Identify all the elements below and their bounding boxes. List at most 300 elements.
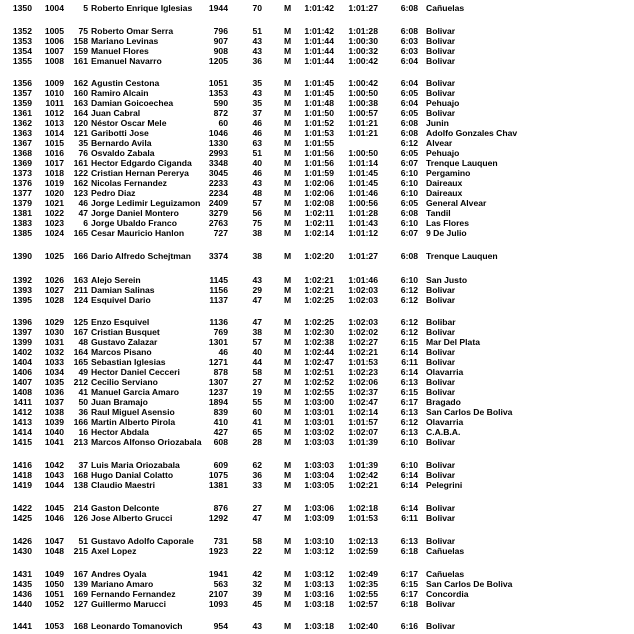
result-row <box>0 252 634 262</box>
gun-time: 1:02:06 <box>304 178 334 188</box>
gun-time: 1:03:00 <box>304 397 334 407</box>
bib: 1043 <box>44 470 64 480</box>
category-place: 165 <box>73 357 88 367</box>
bib: 1012 <box>44 108 64 118</box>
city: Daireaux <box>426 178 463 188</box>
category-place: 161 <box>73 56 88 66</box>
sex: M <box>284 118 292 128</box>
pace: 6:10 <box>400 275 418 285</box>
bib: 1040 <box>44 427 64 437</box>
category-place: 212 <box>73 377 88 387</box>
sex: M <box>284 427 292 437</box>
net-time: 1:01:43 <box>348 218 378 228</box>
gun-time: 1:01:48 <box>304 98 334 108</box>
result-row <box>0 229 634 239</box>
category-place: 76 <box>78 148 88 158</box>
net-time: 1:01:39 <box>348 437 378 447</box>
category-place: 214 <box>73 503 88 513</box>
age: 38 <box>252 251 262 261</box>
gun-time: 1:01:45 <box>304 88 334 98</box>
net-time: 1:00:42 <box>348 78 378 88</box>
net-time: 1:01:45 <box>348 178 378 188</box>
sex: M <box>284 397 292 407</box>
runner-name: Cristian Busquet <box>91 327 160 337</box>
age: 62 <box>252 460 262 470</box>
bib: 1044 <box>44 480 64 490</box>
gun-time: 1:03:12 <box>304 569 334 579</box>
pace: 6:13 <box>400 407 418 417</box>
net-time: 1:00:42 <box>348 56 378 66</box>
category-place: 160 <box>73 88 88 98</box>
place: 1430 <box>12 546 32 556</box>
result-row <box>0 514 634 524</box>
place: 1419 <box>12 480 32 490</box>
runner-number: 1301 <box>208 337 228 347</box>
city: Bolivar <box>426 599 456 609</box>
bib: 1051 <box>44 589 64 599</box>
age: 29 <box>252 285 262 295</box>
category-place: 161 <box>73 158 88 168</box>
runner-number: 1271 <box>208 357 228 367</box>
runner-name: Roberto Omar Serra <box>91 26 174 36</box>
gun-time: 1:03:18 <box>304 621 334 631</box>
net-time: 1:02:02 <box>348 327 378 337</box>
age: 51 <box>252 148 262 158</box>
place: 1377 <box>12 188 32 198</box>
bib: 1024 <box>44 228 64 238</box>
age: 63 <box>252 138 262 148</box>
net-time: 1:00:38 <box>348 98 378 108</box>
pace: 6:10 <box>400 218 418 228</box>
sex: M <box>284 536 292 546</box>
category-place: 169 <box>73 589 88 599</box>
sex: M <box>284 295 292 305</box>
sex: M <box>284 327 292 337</box>
bib: 1007 <box>44 46 64 56</box>
city: San Carlos De Boliva <box>426 579 513 589</box>
runner-number: 608 <box>213 437 228 447</box>
sex: M <box>284 3 292 13</box>
bib: 1039 <box>44 417 64 427</box>
place: 1416 <box>12 460 32 470</box>
net-time: 1:00:50 <box>348 88 378 98</box>
gun-time: 1:01:44 <box>304 46 334 56</box>
runner-number: 590 <box>213 98 228 108</box>
place: 1355 <box>12 56 32 66</box>
sex: M <box>284 437 292 447</box>
sex: M <box>284 317 292 327</box>
gun-time: 1:03:12 <box>304 546 334 556</box>
runner-name: Jorge Ubaldo Franco <box>91 218 177 228</box>
bib: 1015 <box>44 138 64 148</box>
gun-time: 1:03:10 <box>304 536 334 546</box>
pace: 6:12 <box>400 285 418 295</box>
category-place: 164 <box>73 347 88 357</box>
sex: M <box>284 148 292 158</box>
category-place: 165 <box>73 228 88 238</box>
gun-time: 1:01:56 <box>304 148 334 158</box>
runner-number: 1307 <box>208 377 228 387</box>
pace: 6:08 <box>400 118 418 128</box>
city: Cañuelas <box>426 546 465 556</box>
runner-name: Martin Alberto Pirola <box>91 417 176 427</box>
net-time: 1:01:27 <box>348 251 378 261</box>
bib: 1041 <box>44 437 64 447</box>
runner-number: 1075 <box>208 470 228 480</box>
age: 43 <box>252 88 262 98</box>
runner-number: 3279 <box>208 208 228 218</box>
runner-name: Fernando Fernandez <box>91 589 176 599</box>
category-place: 162 <box>73 178 88 188</box>
pace: 6:04 <box>400 78 418 88</box>
pace: 6:15 <box>400 337 418 347</box>
sex: M <box>284 546 292 556</box>
sex: M <box>284 78 292 88</box>
place: 1404 <box>12 357 32 367</box>
net-time: 1:01:53 <box>348 357 378 367</box>
category-place: 47 <box>78 208 88 218</box>
bib: 1006 <box>44 36 64 46</box>
city: Bolivar <box>426 46 456 56</box>
runner-name: Hector Edgardo Ciganda <box>91 158 192 168</box>
category-place: 166 <box>73 251 88 261</box>
pace: 6:04 <box>400 98 418 108</box>
pace: 6:14 <box>400 347 418 357</box>
net-time: 1:02:21 <box>348 480 378 490</box>
place: 1414 <box>12 427 32 437</box>
sex: M <box>284 599 292 609</box>
gun-time: 1:01:50 <box>304 108 334 118</box>
pace: 6:14 <box>400 367 418 377</box>
pace: 6:10 <box>400 437 418 447</box>
runner-name: Damian Salinas <box>91 285 155 295</box>
pace: 6:03 <box>400 46 418 56</box>
pace: 6:07 <box>400 158 418 168</box>
category-place: 41 <box>78 387 88 397</box>
runner-name: Jose Alberto Grucci <box>91 513 173 523</box>
runner-name: Gustavo Zalazar <box>91 337 158 347</box>
gun-time: 1:01:52 <box>304 118 334 128</box>
gun-time: 1:03:16 <box>304 589 334 599</box>
place: 1368 <box>12 148 32 158</box>
place: 1381 <box>12 208 32 218</box>
city: Bolivar <box>426 56 456 66</box>
place: 1407 <box>12 377 32 387</box>
gun-time: 1:02:38 <box>304 337 334 347</box>
city: Cañuelas <box>426 569 465 579</box>
net-time: 1:01:45 <box>348 168 378 178</box>
bib: 1005 <box>44 26 64 36</box>
net-time: 1:01:27 <box>348 3 378 13</box>
gun-time: 1:01:59 <box>304 168 334 178</box>
pace: 6:11 <box>401 513 418 523</box>
bib: 1045 <box>44 503 64 513</box>
runner-name: Roberto Enrique Iglesias <box>91 3 193 13</box>
runner-number: 1205 <box>208 56 228 66</box>
pace: 6:05 <box>400 108 418 118</box>
city: Bolivar <box>426 295 456 305</box>
runner-number: 731 <box>213 536 228 546</box>
place: 1411 <box>13 397 32 407</box>
bib: 1034 <box>44 367 64 377</box>
category-place: 211 <box>74 285 88 295</box>
city: Pehuajo <box>426 148 460 158</box>
age: 55 <box>252 397 262 407</box>
age: 42 <box>252 569 262 579</box>
category-place: 36 <box>78 407 88 417</box>
runner-number: 878 <box>213 367 228 377</box>
pace: 6:08 <box>400 3 418 13</box>
age: 46 <box>252 118 262 128</box>
age: 38 <box>252 228 262 238</box>
pace: 6:18 <box>400 599 418 609</box>
sex: M <box>284 168 292 178</box>
age: 33 <box>252 480 262 490</box>
runner-name: Gustavo Adolfo Caporale <box>91 536 194 546</box>
age: 35 <box>252 98 262 108</box>
runner-number: 3045 <box>208 168 228 178</box>
runner-number: 1046 <box>208 128 228 138</box>
bib: 1014 <box>44 128 64 138</box>
place: 1357 <box>12 88 32 98</box>
category-place: 120 <box>73 118 88 128</box>
city: Alvear <box>426 138 453 148</box>
pace: 6:15 <box>400 387 418 397</box>
sex: M <box>284 208 292 218</box>
pace: 6:12 <box>400 417 418 427</box>
runner-name: Osvaldo Zabala <box>91 148 155 158</box>
category-place: 168 <box>73 621 88 631</box>
bib: 1049 <box>44 569 64 579</box>
runner-number: 1137 <box>209 295 228 305</box>
city: Bolivar <box>426 460 456 470</box>
runner-name: Manuel Garcia Amaro <box>91 387 180 397</box>
bib: 1031 <box>44 337 64 347</box>
runner-number: 2409 <box>208 198 228 208</box>
category-place: 167 <box>73 327 88 337</box>
city: Bolivar <box>426 536 456 546</box>
net-time: 1:02:21 <box>348 347 378 357</box>
runner-number: 1237 <box>208 387 228 397</box>
place: 1418 <box>12 470 32 480</box>
bib: 1023 <box>44 218 64 228</box>
bib: 1020 <box>44 188 64 198</box>
city: Junin <box>426 118 449 128</box>
age: 36 <box>252 470 262 480</box>
sex: M <box>284 36 292 46</box>
place: 1441 <box>12 621 32 631</box>
runner-name: Mariano Levinas <box>91 36 159 46</box>
runner-number: 1923 <box>208 546 228 556</box>
result-row <box>0 600 634 610</box>
pace: 6:12 <box>400 295 418 305</box>
pace: 6:12 <box>400 327 418 337</box>
place: 1396 <box>12 317 32 327</box>
sex: M <box>284 513 292 523</box>
sex: M <box>284 579 292 589</box>
net-time: 1:00:50 <box>348 148 378 158</box>
age: 75 <box>252 218 262 228</box>
place: 1352 <box>12 26 32 36</box>
city: Bolivar <box>426 36 456 46</box>
sex: M <box>284 228 292 238</box>
city: Adolfo Gonzales Chav <box>426 128 518 138</box>
city: Bragado <box>426 397 461 407</box>
city: Bolivar <box>426 437 456 447</box>
category-place: 6 <box>83 218 88 228</box>
city: Trenque Lauquen <box>426 158 498 168</box>
category-place: 75 <box>78 26 88 36</box>
category-place: 125 <box>73 317 88 327</box>
gun-time: 1:01:44 <box>304 36 334 46</box>
sex: M <box>284 178 292 188</box>
bib: 1016 <box>44 148 64 158</box>
category-place: 48 <box>78 337 88 347</box>
category-place: 50 <box>78 397 88 407</box>
net-time: 1:02:03 <box>348 285 378 295</box>
category-place: 49 <box>78 367 88 377</box>
pace: 6:08 <box>400 128 418 138</box>
gun-time: 1:01:55 <box>304 138 334 148</box>
city: Cañuelas <box>426 3 465 13</box>
gun-time: 1:03:03 <box>304 437 334 447</box>
runner-number: 839 <box>213 407 228 417</box>
place: 1422 <box>12 503 32 513</box>
runner-number: 876 <box>213 503 228 513</box>
age: 47 <box>252 513 262 523</box>
city: Olavarria <box>426 417 464 427</box>
age: 56 <box>252 208 262 218</box>
result-row <box>0 4 634 14</box>
category-place: 213 <box>73 437 88 447</box>
sex: M <box>284 98 292 108</box>
runner-name: Juan Bramajo <box>91 397 148 407</box>
bib: 1021 <box>44 198 64 208</box>
bib: 1037 <box>44 397 64 407</box>
pace: 6:10 <box>400 178 418 188</box>
gun-time: 1:01:44 <box>304 56 334 66</box>
place: 1395 <box>12 295 32 305</box>
bib: 1010 <box>44 88 64 98</box>
city: C.A.B.A. <box>426 427 461 437</box>
sex: M <box>284 347 292 357</box>
age: 43 <box>252 275 262 285</box>
place: 1367 <box>12 138 32 148</box>
place: 1383 <box>12 218 32 228</box>
category-place: 5 <box>83 3 88 13</box>
city: Bolivar <box>426 387 456 397</box>
city: Bolivar <box>426 327 456 337</box>
age: 27 <box>252 503 262 513</box>
runner-name: Marcos Alfonso Oriozabala <box>91 437 202 447</box>
result-row <box>0 622 634 632</box>
runner-number: 907 <box>213 36 228 46</box>
bib: 1030 <box>44 327 64 337</box>
gun-time: 1:02:25 <box>304 317 334 327</box>
net-time: 1:01:21 <box>348 118 378 128</box>
age: 43 <box>252 36 262 46</box>
runner-number: 872 <box>213 108 228 118</box>
city: Pehuajo <box>426 98 460 108</box>
runner-name: Hugo Danial Colatto <box>91 470 174 480</box>
city: Las Flores <box>426 218 469 228</box>
net-time: 1:02:47 <box>348 397 378 407</box>
place: 1379 <box>12 198 32 208</box>
sex: M <box>284 417 292 427</box>
bib: 1011 <box>45 98 64 108</box>
place: 1385 <box>12 228 32 238</box>
sex: M <box>284 621 292 631</box>
result-row <box>0 547 634 557</box>
gun-time: 1:02:11 <box>304 208 334 218</box>
runner-name: Bernardo Avila <box>91 138 152 148</box>
category-place: 121 <box>73 128 88 138</box>
sex: M <box>284 367 292 377</box>
age: 41 <box>252 417 262 427</box>
city: Pergamino <box>426 168 471 178</box>
pace: 6:05 <box>400 198 418 208</box>
age: 19 <box>252 387 262 397</box>
sex: M <box>284 218 292 228</box>
place: 1353 <box>12 36 32 46</box>
bib: 1033 <box>44 357 64 367</box>
runner-name: Hector Abdala <box>91 427 149 437</box>
age: 22 <box>252 546 262 556</box>
sex: M <box>284 460 292 470</box>
pace: 6:14 <box>400 480 418 490</box>
runner-name: Ramiro Alcain <box>91 88 149 98</box>
bib: 1018 <box>44 168 64 178</box>
runner-name: Leonardo Tomanovich <box>91 621 183 631</box>
pace: 6:08 <box>400 251 418 261</box>
place: 1376 <box>12 178 32 188</box>
category-place: 35 <box>78 138 88 148</box>
gun-time: 1:03:18 <box>304 599 334 609</box>
pace: 6:14 <box>400 503 418 513</box>
bib: 1035 <box>44 377 64 387</box>
city: Bolivar <box>426 78 456 88</box>
runner-number: 1353 <box>208 88 228 98</box>
category-place: 163 <box>73 275 88 285</box>
age: 43 <box>252 178 262 188</box>
place: 1413 <box>12 417 32 427</box>
pace: 6:08 <box>400 208 418 218</box>
runner-name: Juan Cabral <box>91 108 141 118</box>
net-time: 1:02:23 <box>348 367 378 377</box>
place: 1392 <box>12 275 32 285</box>
gun-time: 1:01:53 <box>304 128 334 138</box>
runner-number: 954 <box>213 621 228 631</box>
place: 1373 <box>12 168 32 178</box>
sex: M <box>284 46 292 56</box>
gun-time: 1:01:56 <box>304 158 334 168</box>
runner-name: Emanuel Navarro <box>91 56 162 66</box>
pace: 6:08 <box>400 26 418 36</box>
runner-name: Pedro Diaz <box>91 188 136 198</box>
gun-time: 1:02:21 <box>304 285 334 295</box>
category-place: 164 <box>73 108 88 118</box>
bib: 1048 <box>44 546 64 556</box>
category-place: 138 <box>73 480 88 490</box>
city: Bolivar <box>426 26 456 36</box>
net-time: 1:01:39 <box>348 460 378 470</box>
bib: 1004 <box>44 3 64 13</box>
runner-number: 1093 <box>208 599 228 609</box>
runner-name: Agustin Cestona <box>91 78 160 88</box>
runner-number: 1145 <box>209 275 228 285</box>
sex: M <box>284 128 292 138</box>
bib: 1022 <box>44 208 64 218</box>
